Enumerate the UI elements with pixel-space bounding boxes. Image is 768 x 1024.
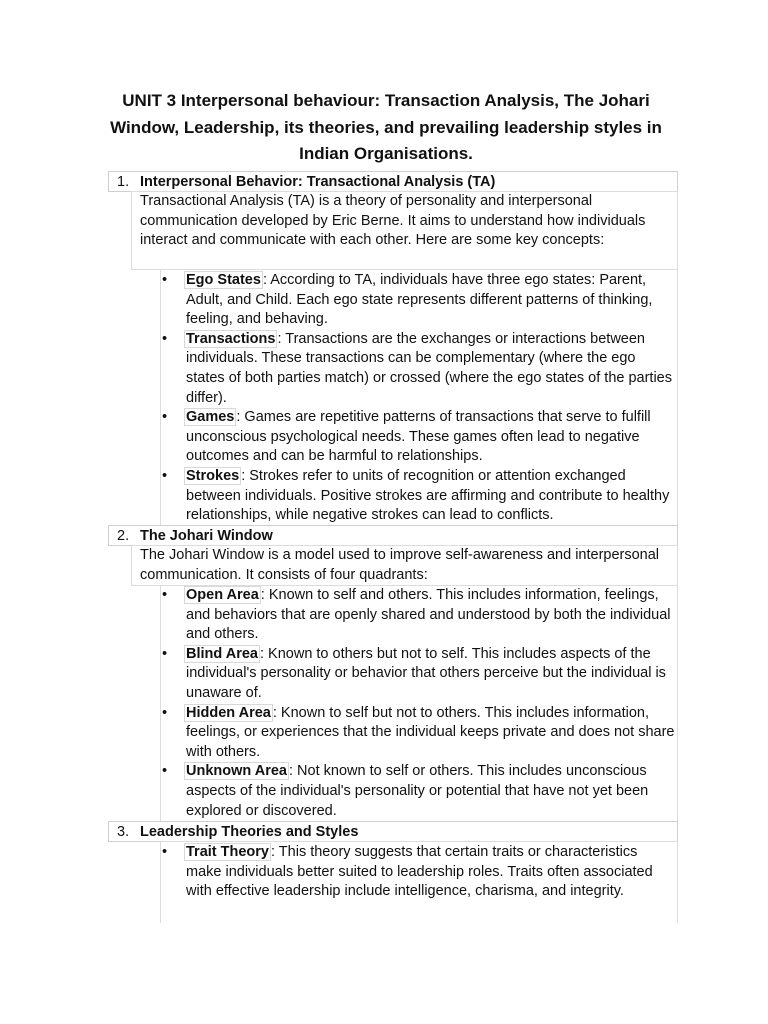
section-1-list	[162, 271, 676, 526]
item-text: : Games are repetitive patterns of transactions that serve to fulfill unconscious psychological needs. These games often lead to negative outcomes and can be harmful to relationships.	[186, 409, 651, 465]
bullet-icon: •	[162, 704, 168, 721]
term-trait-theory: Trait Theory	[186, 844, 269, 860]
term-blind-area: Blind Area	[186, 645, 258, 662]
item-text: : Known to self and others. This includes information, feelings, and behaviors that are openly shared and understood by both the individual and others.	[186, 587, 671, 643]
bullet-icon: •	[162, 409, 168, 426]
term-strokes: Strokes	[186, 467, 240, 484]
item-text: : This theory suggests that certain traits or characteristics make individuals better suited to leadership roles. Traits often associated with effective leadership include intelligence, charisma, and integrity.	[186, 844, 653, 900]
section-1-heading: Interpersonal Behavior: Transactional Analysis (TA)	[140, 174, 496, 190]
term-open-area: Open Area	[186, 587, 259, 603]
section-2-list	[162, 586, 676, 821]
bullet-icon: •	[162, 763, 168, 780]
item-text: : Known to others but not to self. This includes aspects of the individual's personality or behavior that others perceive but the individual is unaware of.	[186, 645, 666, 701]
bullet-icon: •	[162, 467, 168, 484]
section-2-heading: The Johari Window	[140, 528, 273, 544]
document-title: UNIT 3 Interpersonal behaviour: Transaction Analysis, The Johari Window, Leadership, its theories, and prevailing leadership styles in Indian Organisations.	[110, 91, 662, 163]
section-1-intro: Transactional Analysis (TA) is a theory of personality and interpersonal communication developed by Eric Berne. It aims to understand how individuals interact and communicate with each other. Here are some key concepts:	[140, 193, 646, 249]
term-ego-states: Ego States	[186, 272, 261, 288]
term-transactions: Transactions	[186, 330, 276, 347]
list-item	[162, 271, 676, 330]
section-2-intro: The Johari Window is a model used to improve self-awareness and interpersonal communication. It consists of four quadrants:	[140, 547, 660, 583]
item-text: : Not known to self or others. This includes unconscious aspects of the individual's personality or potential that have not yet been explored or discovered.	[186, 763, 649, 819]
section-3-list	[162, 843, 676, 902]
bullet-icon: •	[162, 272, 168, 288]
list-item	[162, 762, 676, 821]
list-item	[162, 467, 676, 526]
section-2-number: 2.	[117, 528, 130, 544]
term-hidden-area: Hidden Area	[186, 704, 271, 721]
section-1-number: 1.	[117, 174, 130, 190]
term-unknown-area: Unknown Area	[186, 763, 287, 780]
list-item	[162, 586, 676, 645]
item-text: : Transactions are the exchanges or interactions between individuals. These transactions can be complementary (where the ego states of both parties match) or crossed (where the ego states of the parties differ).	[186, 330, 672, 406]
section-3-heading: Leadership Theories and Styles	[140, 824, 359, 840]
list-item	[162, 843, 676, 902]
list-item	[162, 704, 676, 763]
section-3-number: 3.	[117, 824, 130, 840]
item-text: : Known to self but not to others. This includes information, feelings, or experiences that the individual keeps private and does not share with others.	[186, 704, 675, 760]
bullet-icon: •	[162, 330, 168, 347]
list-item	[162, 330, 676, 408]
bullet-icon: •	[162, 587, 168, 603]
list-item	[162, 645, 676, 704]
bullet-icon: •	[162, 645, 168, 662]
item-text: : According to TA, individuals have three ego states: Parent, Adult, and Child. Each ego state represents different patterns of thinking, feeling, and behaving.	[186, 272, 653, 328]
bullet-icon: •	[162, 844, 168, 860]
list-item	[162, 408, 676, 467]
term-games: Games	[186, 409, 235, 426]
item-text: : Strokes refer to units of recognition or attention exchanged between individuals. Positive strokes are affirming and contribute to healthy relationships, while negative strokes can lead to conflicts.	[186, 467, 670, 524]
